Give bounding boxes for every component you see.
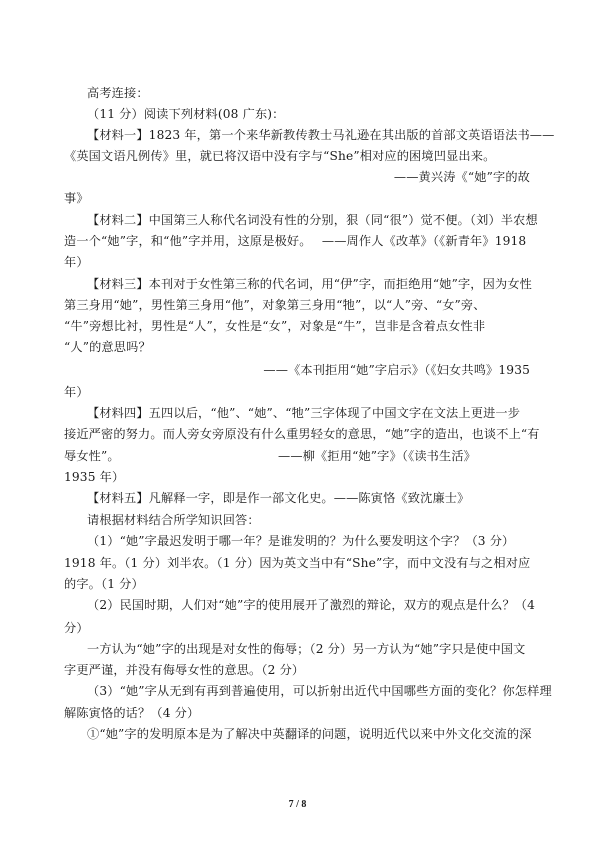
material-3-source-end: 年） (64, 385, 89, 399)
answer-2-line-2: 字更严谨，并没有侮辱女性的意思。（2 分） (64, 663, 305, 677)
material-1-source-end: 事》 (64, 191, 89, 205)
material-2-line-3: 年） (64, 255, 89, 269)
material-3-line-1: 【材料三】本刊对于女性第三称的代名词，用“伊”字，而拒绝用“她”字，因为女性 (87, 277, 532, 291)
question-3-line-2: 解陈寅恪的话？（4 分） (64, 706, 200, 720)
question-intro: （11 分）阅读下列材料(08 广东)： (87, 107, 285, 121)
material-3-line-2: 第三身用“她”，男性第三身用“他”，对象第三身用“牠”，以“人”旁、“女”旁、 (64, 298, 486, 312)
material-4-source-end: 1935 年） (64, 470, 125, 484)
material-2-line-1: 【材料二】中国第三人称代名词没有性的分别，狠（同“很”）觉不便。（刘）半农想 (87, 213, 538, 227)
material-3-source: ——《本刊拒用“她”字启示》（《妇女共鸣》1935 (263, 363, 530, 377)
material-1-line-2: 《英国文语凡例传》里，就已将汉语中没有字与“She”相对应的困境凹显出来。 (64, 149, 496, 163)
material-3-line-3: “牛”旁想比衬，男性是“人”，女性是“女”，对象是“牛”，岂非是含着点女性非 (64, 319, 486, 333)
answer-1-line-2: 的字。（1 分） (64, 577, 144, 591)
material-1-line-1: 【材料一】1823 年，第一个来华新教传教士马礼逊在其出版的首部文英语语法书—— (87, 128, 555, 142)
question-3-line-1: （3）“她”字从无到有再到普遍使用，可以折射出近代中国哪些方面的变化？你怎样理 (87, 684, 552, 698)
material-4-line-1: 【材料四】五四以后，“他”、“她”、“牠”三字体现了中国文字在文法上更进一步 (87, 406, 521, 420)
question-2-line-2: 分） (64, 621, 89, 635)
section-header: 高考连接： (87, 86, 149, 100)
material-3-line-4: “人”的意思吗？ (64, 340, 151, 354)
material-4-line-2: 接近严密的努力。而人旁女旁原没有什么重男轻女的意思，“她”字的造出，也谈不上“有 (64, 427, 540, 441)
page-number: 7 / 8 (288, 799, 307, 810)
material-1-source: ——黄兴涛《“她”字的故 (393, 170, 530, 184)
material-5-line-1: 【材料五】凡解释一字，即是作一部文化史。——陈寅恪《致沈廉士》 (87, 491, 470, 505)
answer-2-line-1: 一方认为“她”字的出现是对女性的侮辱；（2 分）另一方认为“她”字只是使中国文 (87, 642, 526, 656)
material-4-line-3: 辱女性”。 ——柳《拒用“她”字》（《读书生活》 (64, 449, 477, 463)
answer-1-line-1: 1918 年。（1 分）刘半农。（1 分）因为英文当中有“She”字，而中文没有与之相对应 (64, 556, 531, 570)
answer-3-line-1: ①“她”字的发明原本是为了解决中英翻译的问题，说明近代以来中外文化交流的深 (87, 727, 532, 741)
question-1: （1）“她”字最迟发明于哪一年？是谁发明的？为什么要发明这个字？（3 分） (87, 534, 515, 548)
question-2-line-1: （2）民国时期，人们对“她”字的使用展开了激烈的辩论，双方的观点是什么？（4 (87, 598, 536, 612)
material-2-line-2: 造一个“她”字，和“他”字并用，这原是极好。 ——周作人《改革》（《新青年》1918 (64, 234, 527, 248)
answer-prompt: 请根据材料结合所学知识回答： (87, 513, 260, 527)
